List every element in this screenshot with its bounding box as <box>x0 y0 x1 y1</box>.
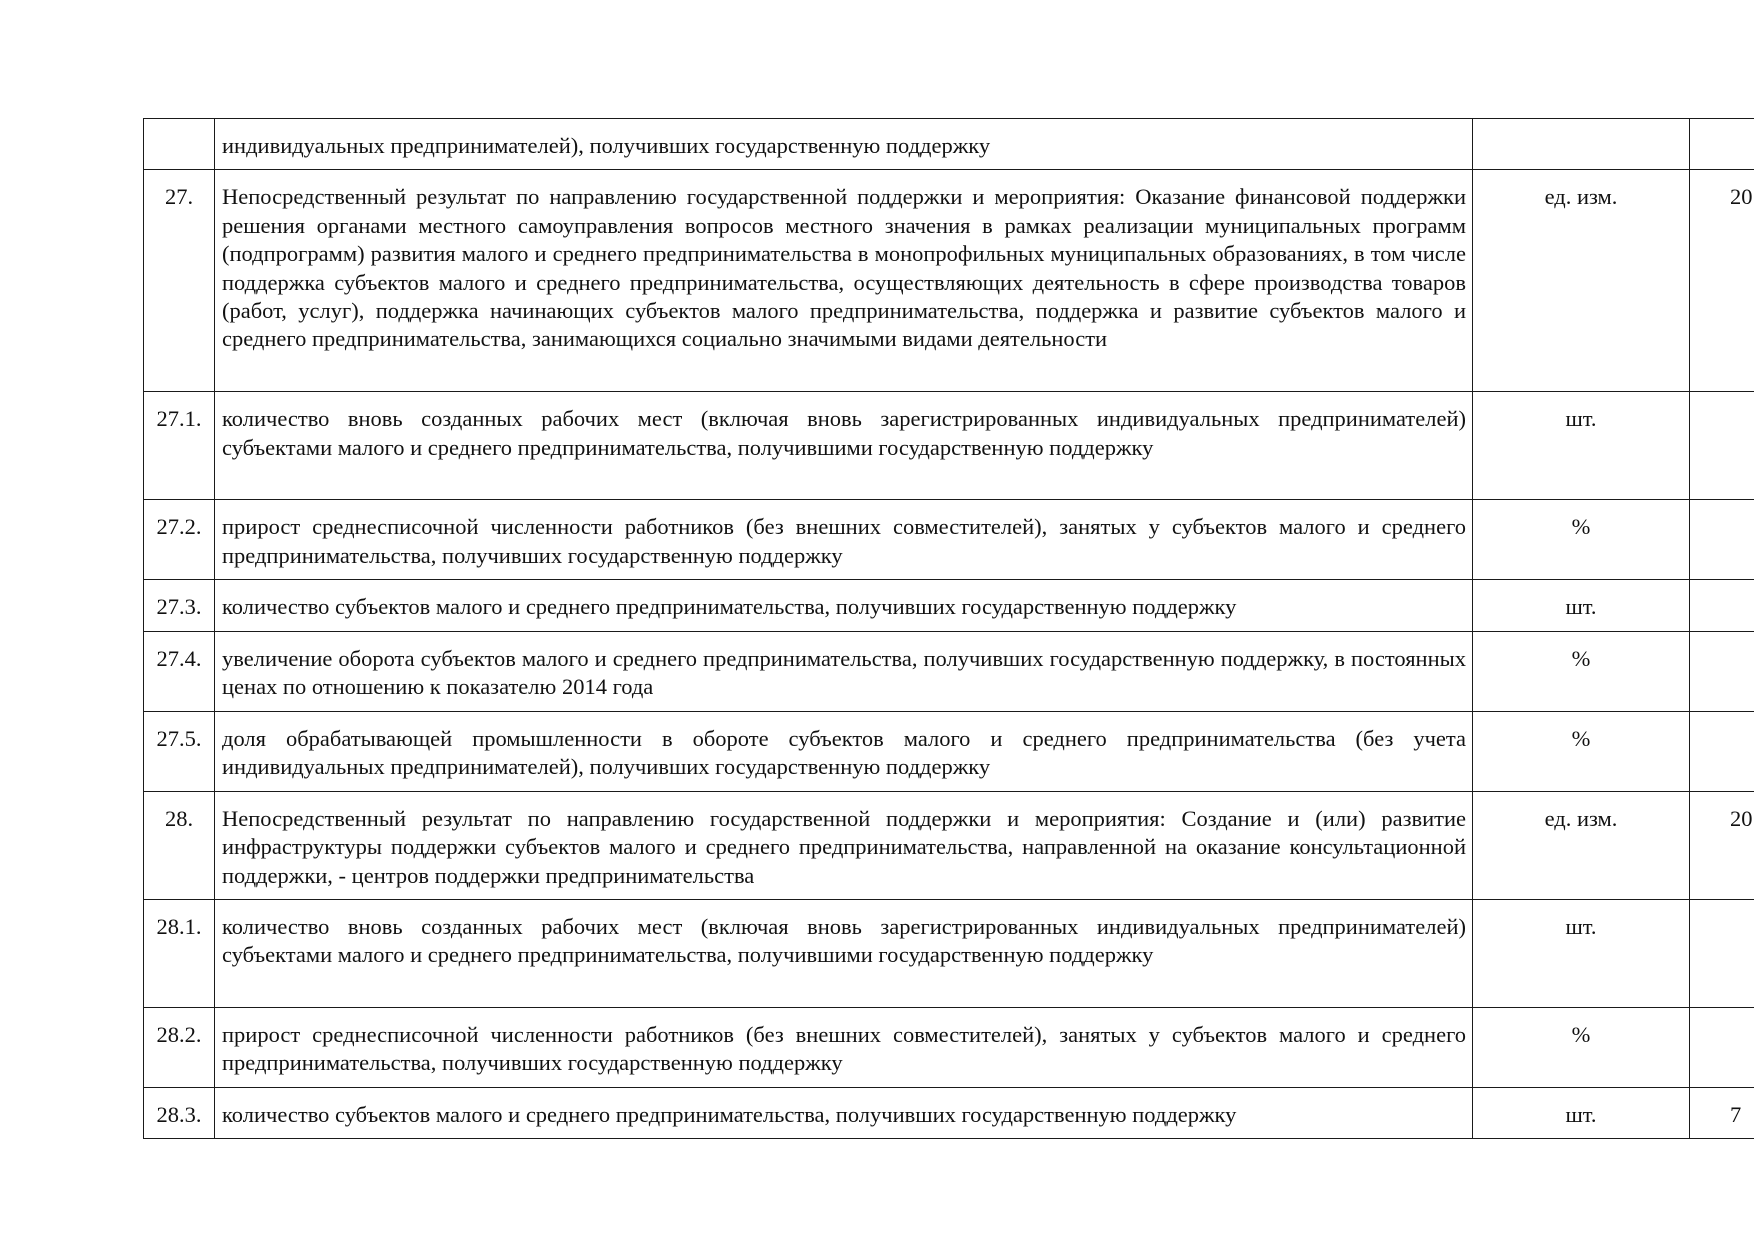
row-unit: шт. <box>1473 580 1690 631</box>
table-row <box>144 711 1754 791</box>
table-row <box>144 1088 1754 1139</box>
row-number: 27.1. <box>144 392 215 500</box>
row-description: прирост среднесписочной численности работников (без внешних совместителей), занятых у субъектов малого и среднего предпринимательства, получивших государственную поддержку <box>215 1008 1473 1088</box>
row-unit: % <box>1473 711 1690 791</box>
row-number: 27.3. <box>144 580 215 631</box>
row-number: 28. <box>144 791 215 899</box>
row-value: 7 <box>1690 1088 1754 1139</box>
row-description: прирост среднесписочной численности работников (без внешних совместителей), занятых у субъектов малого и среднего предпринимательства, получивших государственную поддержку <box>215 500 1473 580</box>
row-number: 27.5. <box>144 711 215 791</box>
row-number <box>144 119 215 170</box>
row-value <box>1690 119 1754 170</box>
table-row <box>144 1008 1754 1088</box>
row-unit: ед. изм. <box>1473 170 1690 392</box>
row-unit: шт. <box>1473 900 1690 1008</box>
row-value <box>1690 1008 1754 1088</box>
table-row <box>144 170 1754 392</box>
row-value <box>1690 500 1754 580</box>
indicators-table <box>143 118 1754 1139</box>
row-number: 28.2. <box>144 1008 215 1088</box>
row-description: количество вновь созданных рабочих мест (включая вновь зарегистрированных индивидуальных предпринимателей) субъектами малого и среднего предпринимательства, получившими государственную поддержку <box>215 900 1473 1008</box>
row-value <box>1690 631 1754 711</box>
table-row <box>144 631 1754 711</box>
row-description: количество субъектов малого и среднего предпринимательства, получивших государственную поддержку <box>215 1088 1473 1139</box>
row-number: 27. <box>144 170 215 392</box>
row-value <box>1690 711 1754 791</box>
row-number: 28.1. <box>144 900 215 1008</box>
row-unit: шт. <box>1473 392 1690 500</box>
table-row <box>144 580 1754 631</box>
row-description: увеличение оборота субъектов малого и среднего предпринимательства, получивших государственную поддержку, в постоянных ценах по отношению к показателю 2014 года <box>215 631 1473 711</box>
row-number: 27.4. <box>144 631 215 711</box>
row-number: 27.2. <box>144 500 215 580</box>
row-unit <box>1473 119 1690 170</box>
row-unit: % <box>1473 500 1690 580</box>
table-row <box>144 119 1754 170</box>
row-value <box>1690 900 1754 1008</box>
row-number: 28.3. <box>144 1088 215 1139</box>
row-value <box>1690 580 1754 631</box>
table-row <box>144 392 1754 500</box>
table-row <box>144 500 1754 580</box>
row-unit: шт. <box>1473 1088 1690 1139</box>
row-value: 20 <box>1690 170 1754 392</box>
row-value: 20 <box>1690 791 1754 899</box>
row-description: Непосредственный результат по направлению государственной поддержки и мероприятия: Создание и (или) развитие инфраструктуры поддержки субъектов малого и среднего предпринимательства, направленной на оказание консультационной поддержки, - центров поддержки предпринимательства <box>215 791 1473 899</box>
row-description: индивидуальных предпринимателей), получивших государственную поддержку <box>215 119 1473 170</box>
row-unit: % <box>1473 1008 1690 1088</box>
row-unit: % <box>1473 631 1690 711</box>
row-unit: ед. изм. <box>1473 791 1690 899</box>
row-description: Непосредственный результат по направлению государственной поддержки и мероприятия: Оказание финансовой поддержки решения органами местного самоуправления вопросов местного значения в рамках реализации муниципальных программ (подпрограмм) развития малого и среднего предпринимательства в монопрофильных муниципальных образованиях, в том числе поддержка субъектов малого и среднего предпринимательства, осуществляющих деятельность в сфере производства товаров (работ, услуг), поддержка начинающих субъектов малого предпринимательства, поддержка и развитие субъектов малого и среднего предпринимательства, занимающихся социально значимыми видами деятельности <box>215 170 1473 392</box>
row-value <box>1690 392 1754 500</box>
row-description: количество вновь созданных рабочих мест (включая вновь зарегистрированных индивидуальных предпринимателей) субъектами малого и среднего предпринимательства, получившими государственную поддержку <box>215 392 1473 500</box>
table-row <box>144 791 1754 899</box>
row-description: доля обрабатывающей промышленности в обороте субъектов малого и среднего предпринимательства (без учета индивидуальных предпринимателей), получивших государственную поддержку <box>215 711 1473 791</box>
table-row <box>144 900 1754 1008</box>
row-description: количество субъектов малого и среднего предпринимательства, получивших государственную поддержку <box>215 580 1473 631</box>
